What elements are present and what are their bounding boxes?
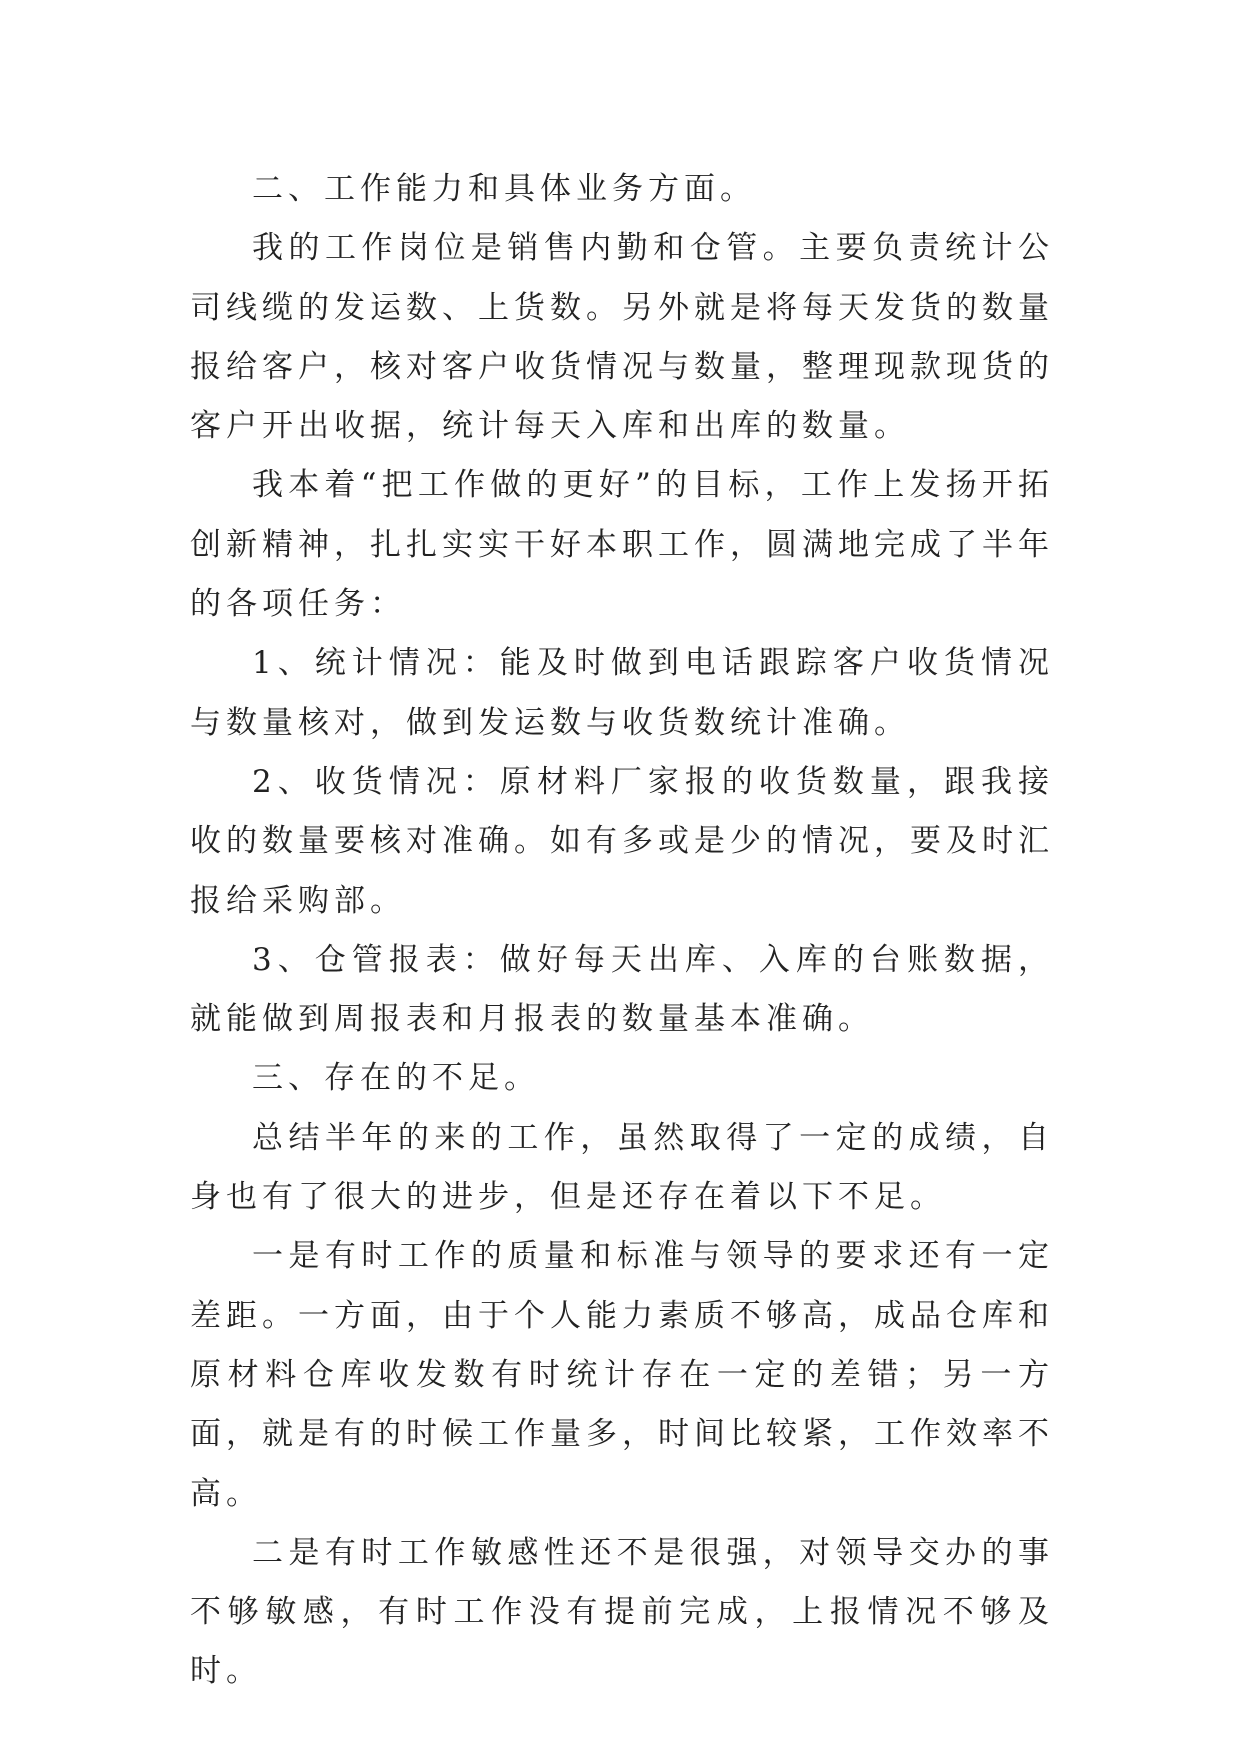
list-item-receiving: 2、收货情况：原材料厂家报的收货数量，跟我接收的数量要核对准确。如有多或是少的情况，要及时汇报给采购部。 bbox=[190, 763, 1054, 919]
list-item-statistics: 1、统计情况：能及时做到电话跟踪客户收货情况与数量核对，做到发运数与收货数统计准确。 bbox=[190, 645, 1054, 741]
list-item-warehouse-reports: 3、仓管报表：做好每天出库、入库的台账数据，就能做到周报表和月报表的数量基本准确。 bbox=[190, 941, 1054, 1038]
section-heading-shortcomings: 三、存在的不足。 bbox=[252, 1060, 540, 1097]
paragraph-summary: 总结半年的来的工作，虽然取得了一定的成绩，自身也有了很大的进步，但是还存在着以下不足。 bbox=[190, 1119, 1054, 1216]
paragraph-shortcoming-one: 一是有时工作的质量和标准与领导的要求还有一定差距。一方面，由于个人能力素质不够高，成品仓库和原材料仓库收发数有时统计存在一定的差错；另一方面，就是有的时候工作量多，时间比较紧，工作效率不高。 bbox=[190, 1238, 1054, 1512]
section-heading-work-ability: 二、工作能力和具体业务方面。 bbox=[252, 171, 756, 207]
paragraph-goals: 我本着“把工作做的更好”的目标，工作上发扬开拓创新精神，扎扎实实干好本职工作，圆满地完成了半年的各项任务： bbox=[190, 467, 1054, 623]
paragraph-job-duties: 我的工作岗位是销售内勤和仓管。主要负责统计公司线缆的发运数、上货数。另外就是将每天发货的数量报给客户，核对客户收货情况与数量，整理现款现货的客户开出收据，统计每天入库和出库的数量。 bbox=[190, 230, 1054, 445]
paragraph-shortcoming-two: 二是有时工作敏感性还不是很强，对领导交办的事不够敏感，有时工作没有提前完成，上报情况不够及时。 bbox=[190, 1534, 1054, 1690]
document-page bbox=[190, 160, 1054, 1702]
